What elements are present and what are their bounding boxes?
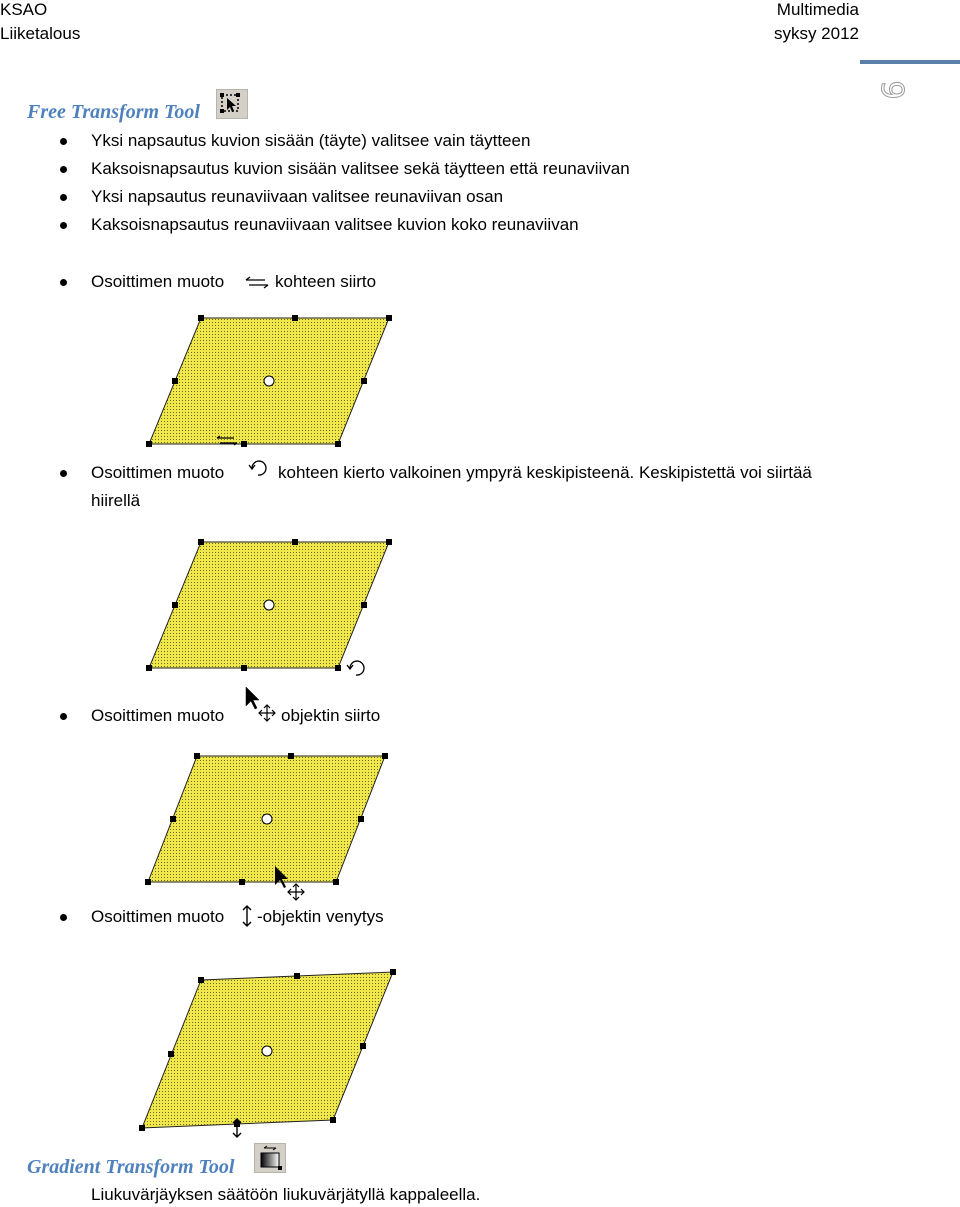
parallelogram-shape-1[interactable] — [140, 310, 400, 455]
section-title-free-transform: Free Transform Tool — [27, 101, 200, 123]
cursor-item-4-prefix: Osoittimen muoto — [91, 907, 225, 926]
cursor-item-2-suffix: kohteen kierto valkoinen ympyrä keskipisteenä. Keskipistettä voi siirtää — [278, 463, 812, 482]
bullet-dot — [60, 470, 67, 477]
bullet-text-3: Yksi napsautus reunaviivaan valitsee reunaviivan osan — [91, 187, 504, 206]
gradient-transform-tool-icon — [254, 1143, 286, 1173]
bullet-dot — [60, 166, 67, 173]
cursor-item-3-suffix: objektin siirto — [281, 706, 381, 725]
cursor-item-2-suffix-line2: hiirellä — [91, 491, 141, 510]
parallelogram-shape-3[interactable] — [140, 748, 400, 908]
section-title-gradient-transform: Gradient Transform Tool — [27, 1156, 235, 1178]
header-rule — [860, 60, 960, 64]
cursor-item-3-prefix: Osoittimen muoto — [91, 706, 225, 725]
cursor-item-4-suffix: -objektin venytys — [257, 907, 384, 926]
parallelogram-shape-2[interactable] — [140, 534, 400, 679]
gradient-description: Liukuvärjäyksen säätöön liukuvärjätyllä kappaleella. — [91, 1185, 481, 1204]
header-dept: Liiketalous — [0, 24, 81, 43]
bullet-dot — [60, 713, 67, 720]
header-course: Multimedia — [776, 0, 859, 19]
parallelogram-shape-4[interactable] — [132, 962, 407, 1142]
skew-cursor-icon — [245, 276, 269, 290]
bullet-text-2: Kaksoisnapsautus kuvion sisään valitsee sekä täytteen että reunaviivan — [91, 159, 630, 178]
bullet-dot — [60, 138, 67, 145]
move-cursor-icon — [244, 686, 278, 724]
header-org: KSAO — [0, 0, 48, 19]
bullet-dot — [60, 222, 67, 229]
bullet-text-1: Yksi napsautus kuvion sisään (täyte) valitsee vain täytteen — [91, 131, 531, 150]
bullet-dot — [60, 194, 67, 201]
bullet-text-4: Kaksoisnapsautus reunaviivaan valitsee kuvion koko reunaviivan — [91, 215, 579, 234]
cursor-item-1-suffix: kohteen siirto — [275, 272, 377, 291]
stretch-cursor-icon — [241, 904, 253, 928]
cursor-item-1-prefix: Osoittimen muoto — [91, 272, 225, 291]
free-transform-tool-icon — [216, 89, 248, 119]
bullet-dot — [60, 279, 67, 286]
header-term: syksy 2012 — [773, 24, 859, 43]
rotate-cursor-icon — [246, 458, 270, 480]
bullet-dot — [60, 914, 67, 921]
cursor-item-2-prefix: Osoittimen muoto — [91, 463, 225, 482]
page-number: 9 — [874, 80, 909, 100]
